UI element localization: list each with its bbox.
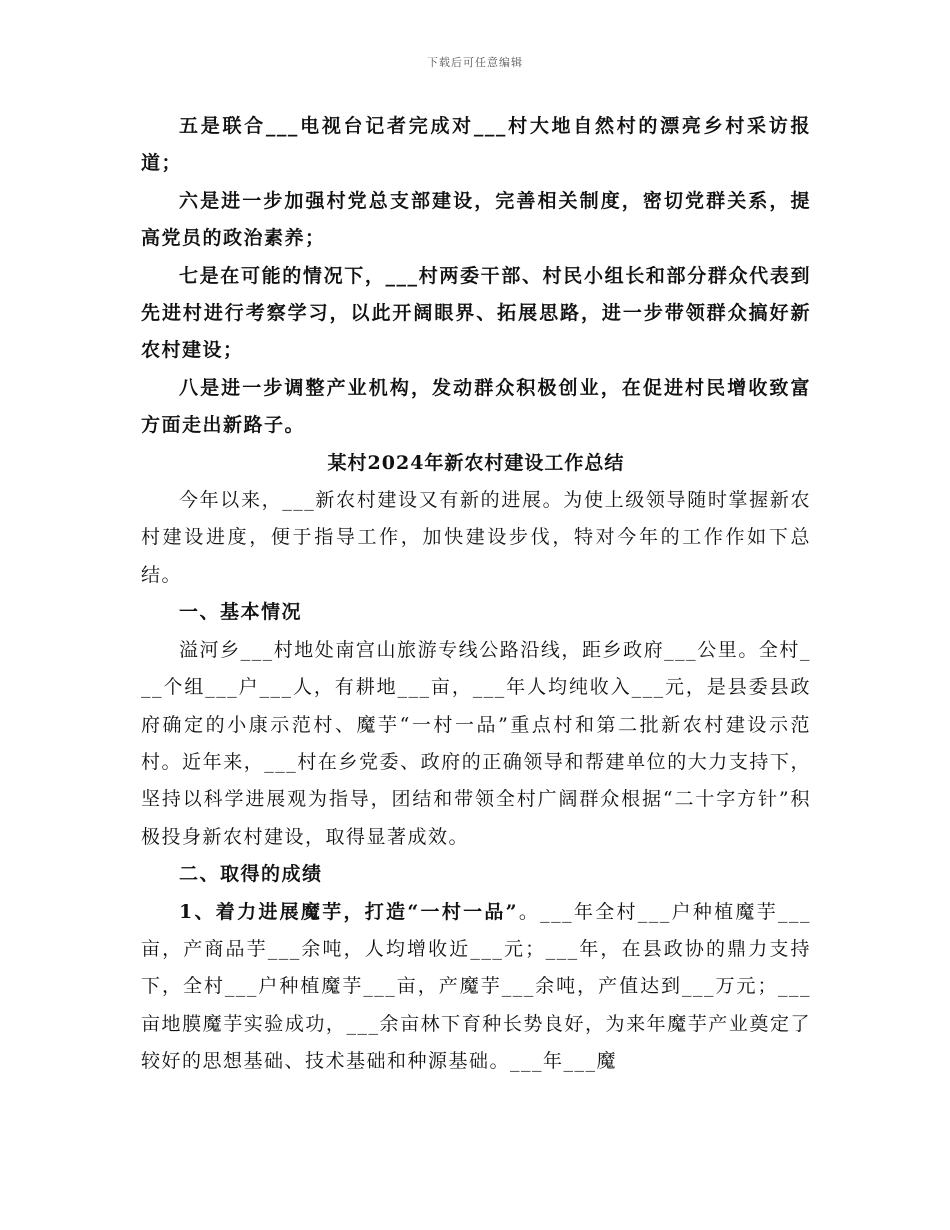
achievement-1-lead: 1、着力进展魔芋，打造“一村一品” (179, 900, 519, 923)
item-six: 六是进一步加强村党总支部建设，完善相关制度，密切党群关系，提高党员的政治素养； (141, 189, 811, 250)
item-seven: 七是在可能的情况下，___村两委干部、村民小组长和部分群众代表到先进村进行考察学习，以此开阔眼界、拓展思路，进一步带领群众搞好新农村建设； (141, 264, 811, 362)
intro-paragraph: 今年以来，___新农村建设又有新的进展。为使上级领导随时掌握新农村建设进度，便于指导工作，加快建设步伐，特对今年的工作作如下总结。 (141, 489, 811, 586)
document-title: 某村2024年新农村建设工作总结 (327, 451, 625, 474)
heading-achievements: 二、取得的成绩 (179, 863, 323, 886)
achievement-1-body: 。___年全村___户种植魔芋___亩，产商品芋___余吨，人均增收近___元；___年，在县政协的鼎力支持下，全村___户种植魔芋___亩，产魔芋___余吨，产值达到___万元；___亩地膜魔芋实验成功，___余亩林下育种长势良好，为来年魔芋产业奠定了较好的思想基础、技术基础和种源基础。___年___魔 (141, 900, 811, 1073)
achievement-1-paragraph (141, 894, 811, 1081)
item-eight: 八是进一步调整产业机构，发动群众积极创业，在促进村民增收致富方面走出新路子。 (141, 376, 811, 437)
heading-basic-situation: 一、基本情况 (179, 601, 303, 624)
page-header: 下载后可任意编辑 (427, 56, 523, 69)
document-body (141, 108, 811, 1081)
item-five: 五是联合___电视台记者完成对___村大地自然村的漂亮乡村采访报道； (141, 115, 811, 175)
basic-situation-paragraph: 溢河乡___村地处南宫山旅游专线公路沿线，距乡政府___公里。全村___个组___户___人，有耕地___亩，___年人均纯收入___元，是县委县政府确定的小康示范村、魔芋“一村一品”重点村和第二批新农村建设示范村。近年来，___村在乡党委、政府的正确领导和帮建单位的大力支持下，坚持以科学进展观为指导，团结和带领全村广阔群众根据“二十字方针”积极投身新农村建设，取得显著成效。 (141, 638, 811, 848)
